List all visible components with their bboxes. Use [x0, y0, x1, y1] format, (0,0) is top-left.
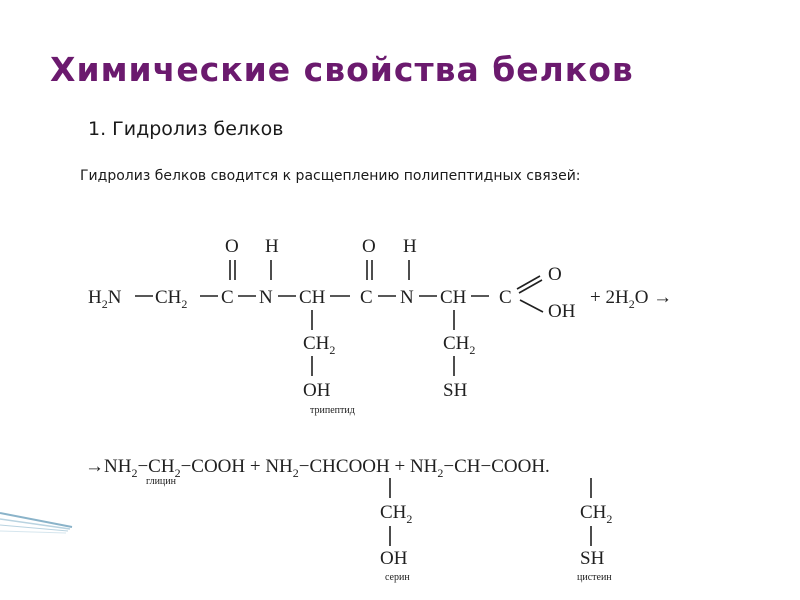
lead-text: Гидролиз белков сводится к расщеплению полипептидных связей: — [80, 168, 581, 184]
alpha-ch1: CH — [299, 287, 326, 308]
cysteine-sh: SH — [580, 548, 605, 569]
h-top-1: H — [265, 236, 279, 257]
side2-sh: SH — [443, 380, 468, 401]
h-top-2: H — [403, 236, 417, 257]
tripeptide-caption: трипептид — [310, 405, 355, 416]
amide-n2: N — [400, 287, 414, 308]
amide-n1: N — [259, 287, 273, 308]
o-top-1: O — [225, 236, 239, 257]
carboxyl-c: C — [499, 287, 512, 308]
slide-title: Химические свойства белков — [50, 50, 634, 89]
cysteine-caption: цистеин — [577, 572, 612, 583]
carboxyl-o: O — [548, 264, 562, 285]
side1-oh: OH — [303, 380, 331, 401]
amino-acids-formula — [85, 456, 612, 583]
serine-oh: OH — [380, 548, 408, 569]
section-heading: 1. Гидролиз белков — [88, 118, 284, 140]
products-line: $\to NH_2-CH_2-COOH$ + $NH_2-CHCOOH$ + $NH_2-CH-COOH$. — [85, 456, 550, 480]
amine-h: $H_2N$ — [88, 287, 122, 311]
serine-caption: серин — [385, 572, 410, 583]
alpha-ch2: CH — [440, 287, 467, 308]
carboxyl-oh: OH — [548, 301, 576, 322]
carbonyl-c2: C — [360, 287, 373, 308]
o-top-2: O — [362, 236, 376, 257]
ch2-first: $CH_2$ — [155, 287, 188, 311]
carbonyl-c1: C — [221, 287, 234, 308]
cysteine-ch2: $CH_2$ — [580, 502, 613, 526]
side1-ch2: $CH_2$ — [303, 333, 336, 357]
tripeptide-formula — [88, 236, 672, 416]
glycine-caption: глицин — [146, 476, 176, 487]
side2-ch2: $CH_2$ — [443, 333, 476, 357]
serine-ch2: $CH_2$ — [380, 502, 413, 526]
water-term: + $2H_2O$ → — [590, 287, 673, 311]
